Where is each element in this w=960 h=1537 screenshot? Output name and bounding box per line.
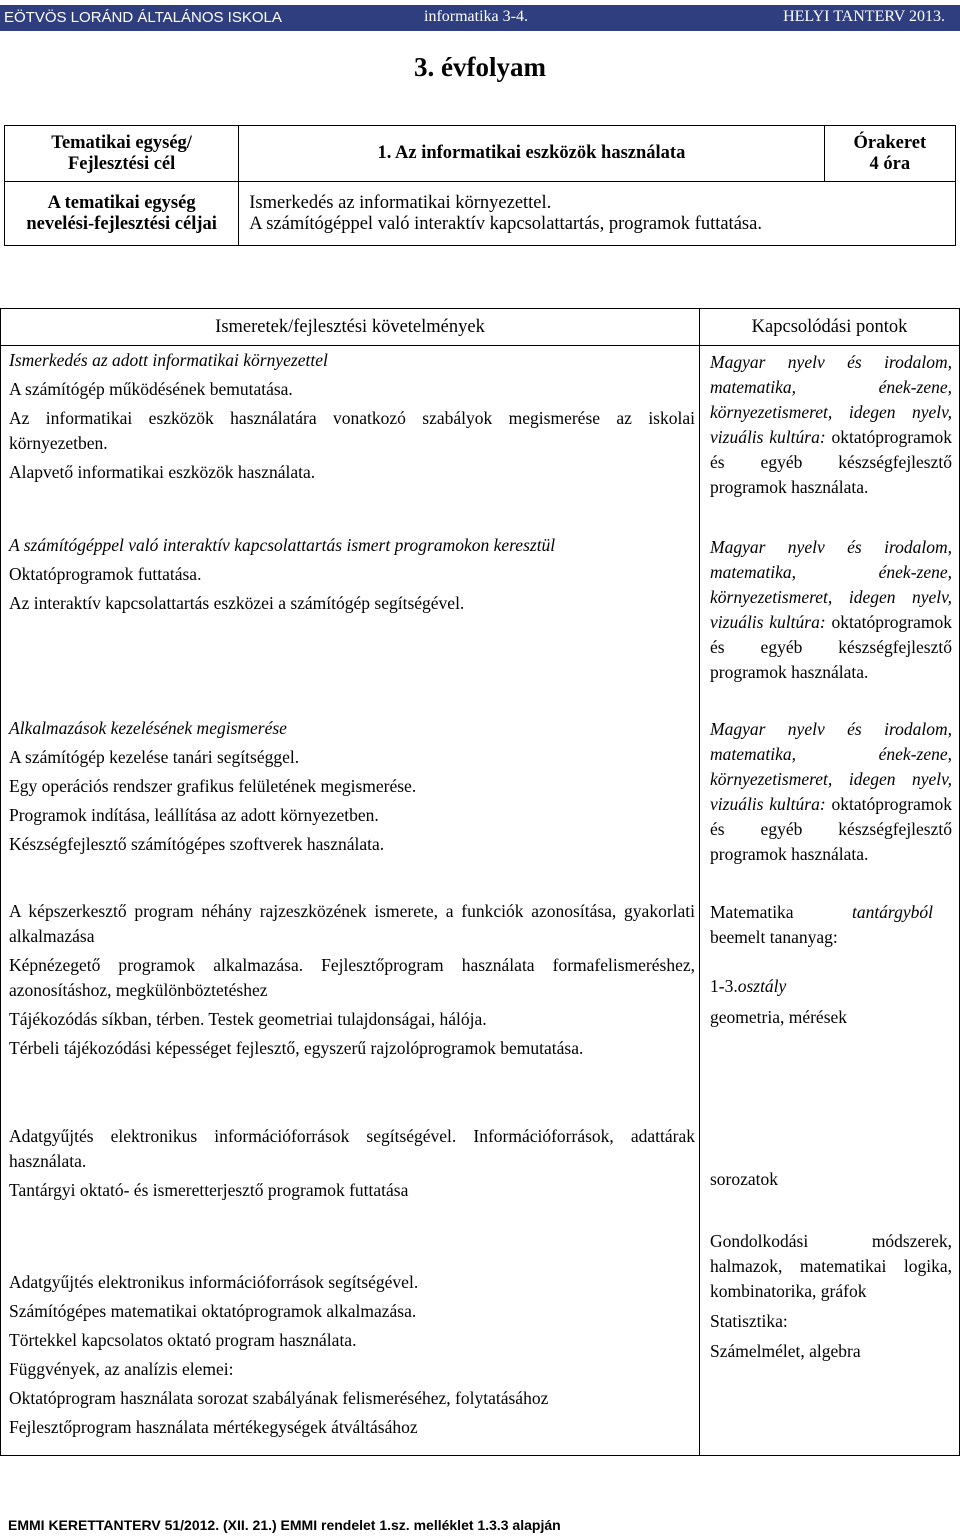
link-block-2 — [710, 535, 952, 685]
statistics-label: Statisztika: — [710, 1311, 788, 1331]
goals-label-cell — [5, 182, 239, 246]
page-header-bar — [0, 5, 960, 31]
list-item: Oktatóprogram használata sorozat szabályának felismeréséhez, folytatásához — [9, 1388, 549, 1408]
link-programs: oktatóprogramok és egyéb készségfejlesztő programok használata. — [710, 427, 953, 497]
link-subjects: Magyar nyelv és irodalom, matematika, ének-zene, környezetismeret, idegen nyelv, — [710, 719, 952, 789]
hours-cell — [824, 126, 955, 182]
geometry-topic: geometria, mérések — [710, 1007, 848, 1027]
footer-reference: EMMI KERETTANTERV 51/2012. (XII. 21.) EMMI rendelet 1.sz. melléklet 1.3.3 alapján — [8, 1517, 561, 1533]
section-6 — [9, 1270, 695, 1444]
link-block-3 — [710, 717, 952, 867]
year-title: 3. évfolyam — [414, 52, 546, 82]
section-heading: Ismerkedés az adott informatikai környezettel — [9, 350, 328, 370]
unit-label-line1: Tematikai egység/ — [51, 132, 192, 153]
grade-range: 1-3. — [710, 976, 738, 996]
goals-label-line1: A tematikai egység — [47, 192, 196, 213]
school-name: EÖTVÖS LORÁND ÁLTALÁNOS ISKOLA — [4, 9, 282, 26]
unit-table — [4, 125, 956, 246]
requirements-header: Ismeretek/fejlesztési követelmények — [1, 309, 699, 346]
link-visual: vizuális kultúra: — [710, 794, 826, 814]
goals-cell — [239, 182, 956, 246]
links-header: Kapcsolódási pontok — [700, 309, 959, 346]
list-item: Oktatóprogramok futtatása. — [9, 564, 202, 584]
list-item: Térbeli tájékozódási képességet fejlesztő, egyszerű rajzolóprogramok bemutatása. — [9, 1038, 584, 1058]
hours-label: Órakeret — [853, 132, 927, 153]
unit-title: 1. Az informatikai eszközök használata — [239, 126, 824, 182]
list-item: A számítógép működésének bemutatása. — [9, 379, 293, 399]
list-item: A képszerkesztő program néhány rajzeszközének ismerete, a funkciók azonosítása, gyakorlati alkalmazása — [9, 901, 695, 946]
link-subjects: Magyar nyelv és irodalom, matematika, ének-zene, környezetismeret, idegen nyelv, — [710, 352, 952, 422]
list-item: Adatgyűjtés elektronikus információforrások segítségével. Információforrások, adattárak használata. — [9, 1126, 695, 1171]
section-1 — [9, 348, 695, 489]
grade-line — [710, 974, 952, 999]
math-subject-suffix: tantárgyból — [851, 902, 933, 922]
goal-2: A számítógéppel való interaktív kapcsolattartás, programok futtatása. — [249, 213, 762, 234]
list-item: Tájékozódás síkban, térben. Testek geometriai tulajdonságai, hálója. — [9, 1009, 487, 1029]
list-item: A számítógép kezelése tanári segítséggel. — [9, 747, 300, 767]
subject-name: informatika 3-4. — [424, 8, 528, 25]
goals-label-line2: nevelési-fejlesztési céljai — [26, 213, 217, 234]
list-item: Programok indítása, leállítása az adott környezetben. — [9, 805, 379, 825]
curriculum-name: HELYI TANTERV 2013. — [783, 8, 945, 25]
math-included: beemelt tananyag: — [710, 927, 838, 947]
grade-label: osztály — [737, 976, 787, 996]
math-line — [710, 900, 952, 925]
section-heading: Alkalmazások kezelésének megismerése — [9, 718, 287, 738]
section-heading: A számítógéppel való interaktív kapcsolattartás ismert programokon keresztül — [9, 535, 556, 555]
link-block-math — [710, 900, 952, 1030]
list-item: Adatgyűjtés elektronikus információforrások segítségével. — [9, 1272, 419, 1292]
list-item: Egy operációs rendszer grafikus felületének megismerése. — [9, 776, 417, 796]
section-3 — [9, 716, 695, 861]
list-item: Az informatikai eszközök használatára vonatkozó szabályok megismerése az iskolai környezetben. — [9, 408, 695, 453]
link-programs: oktatóprogramok és egyéb készségfejlesztő programok használata. — [710, 612, 953, 682]
list-item: Törtekkel kapcsolatos oktató program használata. — [9, 1330, 357, 1350]
link-block-1 — [710, 350, 952, 500]
list-item: Függvények, az analízis elemei: — [9, 1359, 234, 1379]
unit-label-cell — [5, 126, 239, 182]
list-item: Az interaktív kapcsolattartás eszközei a számítógép segítségével. — [9, 593, 465, 613]
section-5 — [9, 1124, 695, 1207]
list-item: Képnézegető programok alkalmazása. Fejlesztőprogram használata formafelismeréshez, azonosításhoz, megkülönböztetéshez — [9, 955, 695, 1000]
sequences-topic: sorozatok — [710, 1169, 779, 1189]
list-item: Alapvető informatikai eszközök használata. — [9, 462, 316, 482]
unit-label-line2: Fejlesztési cél — [67, 153, 176, 174]
list-item: Tantárgyi oktató- és ismeretterjesztő programok futtatása — [9, 1180, 409, 1200]
section-4 — [9, 899, 695, 1065]
goal-1: Ismerkedés az informatikai környezettel. — [249, 192, 552, 213]
number-theory-topic: Számelmélet, algebra — [710, 1341, 861, 1361]
thinking-topics: Gondolkodási módszerek, halmazok, matematikai logika, kombinatorika, gráfok — [710, 1231, 952, 1301]
link-visual: vizuális kultúra: — [710, 427, 826, 447]
section-2 — [9, 533, 695, 620]
math-subject: Matematika — [710, 902, 794, 922]
list-item: Készségfejlesztő számítógépes szoftverek használata. — [9, 834, 385, 854]
list-item: Számítógépes matematikai oktatóprogramok alkalmazása. — [9, 1301, 417, 1321]
link-visual: vizuális kultúra: — [710, 612, 826, 632]
list-item: Fejlesztőprogram használata mértékegységek átváltásához — [9, 1417, 418, 1437]
link-subjects: Magyar nyelv és irodalom, matematika, ének-zene, környezetismeret, idegen nyelv, — [710, 537, 952, 607]
hours-value: 4 óra — [869, 153, 911, 174]
link-programs: oktatóprogramok és egyéb készségfejlesztő programok használata. — [710, 794, 953, 864]
